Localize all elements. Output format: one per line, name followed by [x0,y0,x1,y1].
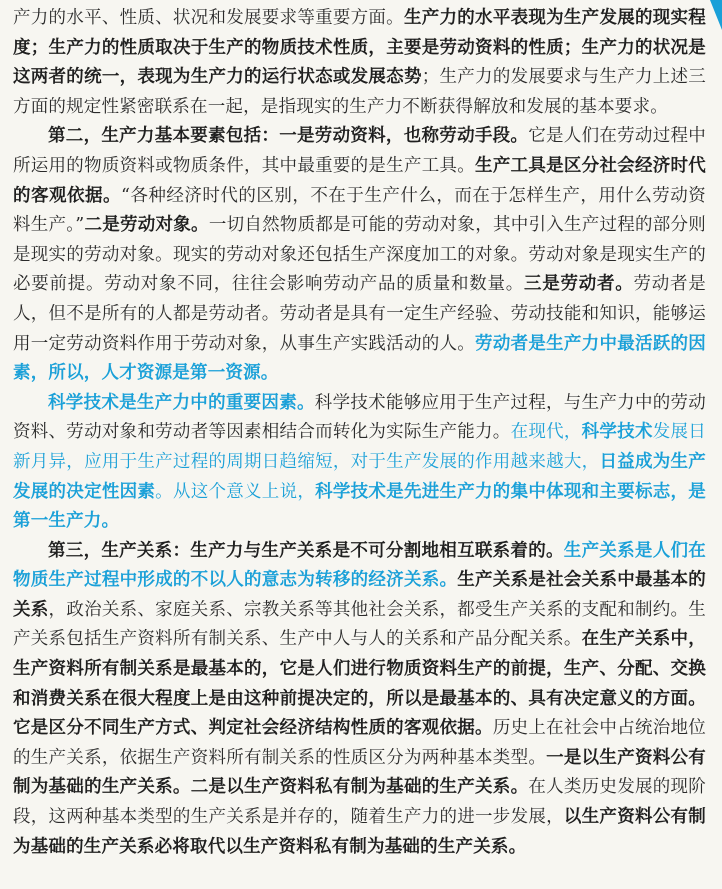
highlighted-text-run: 生产关系是人们在物质生产过程中形成的不以人的意志为转移的经济关系。 [13,540,706,591]
text-run: ；生产力的发展要求与生产力上述三方面的规定性紧密联系在一起，是指现实的生产力不断获得解放和发展的基本要求。 [13,67,706,117]
page-edge-marker [710,0,722,30]
bold-text-run: 生产力的水平表现为生产发展的现实程度；生产力的性质取决于生产的物质技术性质，主要是劳动资料的性质；生产力的状况是这两者的统一，表现为生产力的运行状态或发展态势 [13,8,706,88]
highlighted-text-run: 日益成为生产发展的决定性因素 [13,451,706,502]
document-body [13,4,706,862]
text-run: 科学技术能够应用于生产过程，与生产力中的劳动资料、劳动对象和劳动者等因素相结合而转化为实际生产能力。 [13,392,706,443]
text-run: “各种经济时代的区别，不在于生产什么，而在于怎样生产，用什么劳动资料生产。” [13,185,707,236]
bold-text-run: 一是以生产资料公有制为基础的生产关系。二是以生产资料私有制为基础的生产关系。 [13,747,706,798]
bold-text-run: 三是劳动者。 [524,274,634,295]
paragraph [13,537,706,863]
paragraph [13,122,706,388]
bold-text-run: 第二，生产力基本要素包括：一是劳动资料，也称劳动手段。 [48,126,529,147]
text-run: 历史上在社会中占统治地位的生产关系，依据生产资料所有制关系的性质区分为两种基本类型。 [13,718,706,768]
bold-text-run: 在生产关系中，生产资料所有制关系是最基本的，它是人们进行物质资料生产的前提，生产、分配、交换和消费关系在很大程度上是由这种前提决定的，所以是最基本的、具有决定意义的方面。它是区分不同生产方式、判定社会经济结构性质的客观依据。 [13,629,706,739]
highlighted-text-run: 发展日新月异，应用于生产过程的周期日趋缩短，对于生产发展的作用越来越大， [13,422,706,472]
text-run: 产力的水平、性质、状况和发展要求等重要方面。 [13,8,404,28]
bold-text-run: 第三，生产关系：生产力与生产关系是不可分割地相互联系着的。 [48,540,564,561]
bold-text-run: 以生产资料公有制为基础的生产关系必将取代以生产资料私有制为基础的生产关系。 [13,807,706,857]
text-run: 劳动者是人，但不是所有的人都是劳动者。劳动者是具有一定生产经验、劳动技能和知识，能够运用一定劳动资料作用于劳动对象，从事生产实践活动的人。 [13,274,706,354]
text-run: ，政治关系、家庭关系、宗教关系等其他社会关系，都受生产关系的支配和制约。生产关系包括生产资料所有制关系、生产中人与人的关系和产品分配关系。 [13,599,706,650]
paragraph [13,389,706,537]
bold-text-run: 生产工具是区分社会经济时代的客观依据。 [13,155,706,206]
highlighted-text-run: 劳动者是生产力中最活跃的因素，所以，人才资源是第一资源。 [13,333,706,384]
highlighted-text-run: 科学技术是先进生产力的集中体现和主要标志，是第一生产力。 [13,481,706,532]
bold-text-run: 生产关系是社会关系中最基本的关系 [13,570,706,620]
paragraph [13,4,706,122]
bold-text-run: 二是劳动对象。 [84,215,209,236]
text-run: 它是人们在劳动过程中所运用的物质资料或物质条件，其中最重要的是生产工具。 [13,126,706,176]
text-run: 一切自然物质都是可能的劳动对象，其中引入生产过程的部分则是现实的劳动对象。现实的劳动对象还包括生产深度加工的对象。劳动对象是现实生产的必要前提。劳动对象不同，往往会影响劳动产品的质量和数量。 [13,215,706,295]
highlighted-text-run: 。从这个意义上说， [155,481,316,502]
highlighted-text-run: 科学技术 [581,422,653,443]
highlighted-text-run: 在现代， [510,422,582,443]
text-run: 在人类历史发展的现阶段，这两种基本类型的生产关系是并存的，随着生产力的进一步发展， [13,777,706,828]
highlighted-text-run: 科学技术是生产力中的重要因素。 [48,392,315,413]
